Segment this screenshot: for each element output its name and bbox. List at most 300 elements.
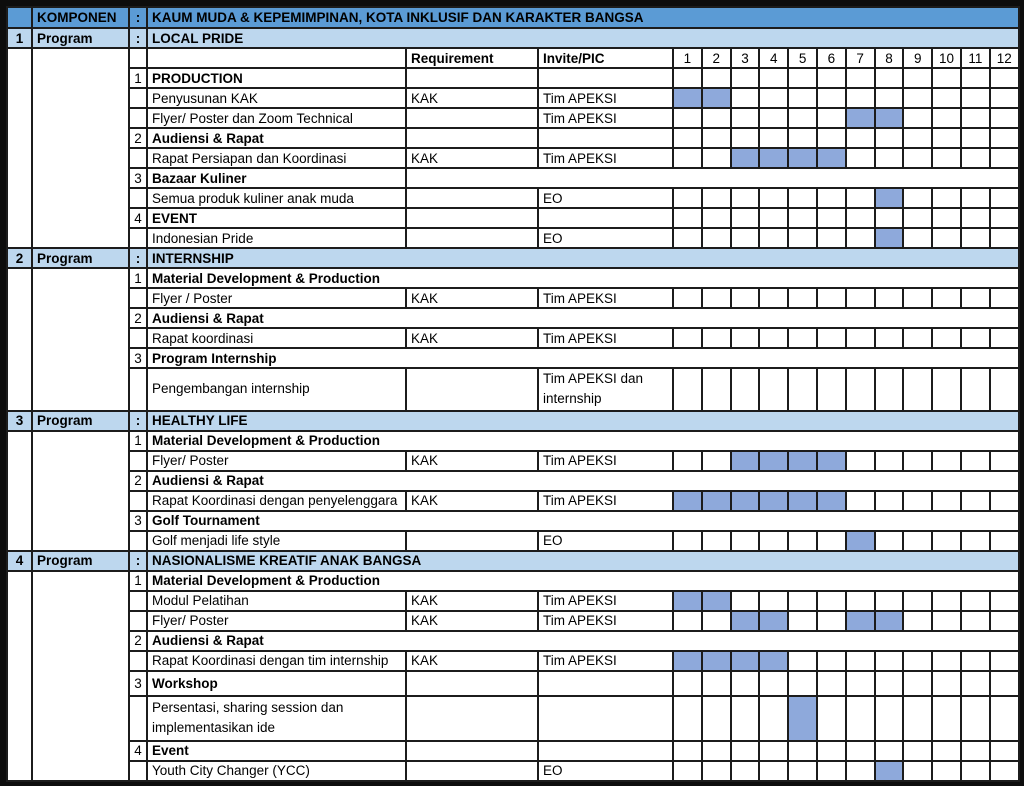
category-name: Audiensi & Rapat <box>147 631 1019 651</box>
gantt-cell-m12 <box>990 108 1019 128</box>
gantt-cell-m5 <box>788 228 817 248</box>
gantt-cell-m4 <box>759 108 788 128</box>
gantt-cell-m9 <box>903 671 932 696</box>
gantt-cell-m1 <box>673 328 702 348</box>
gantt-cell-m10 <box>932 88 961 108</box>
gantt-cell-m1 <box>673 88 702 108</box>
gantt-cell-m5 <box>788 696 817 741</box>
gantt-cell-m2 <box>702 228 731 248</box>
gantt-cell-m8 <box>875 108 904 128</box>
gantt-cell-m11 <box>961 128 990 148</box>
gantt-cell-m3 <box>731 531 760 551</box>
category-name: PRODUCTION <box>147 68 406 88</box>
program-title: NASIONALISME KREATIF ANAK BANGSA <box>147 551 1019 571</box>
requirement-value <box>406 228 538 248</box>
category-number: 2 <box>129 471 147 491</box>
colhdr-month-7: 7 <box>846 48 875 68</box>
gantt-cell-m10 <box>932 148 961 168</box>
program-label: Program <box>32 551 129 571</box>
category-name: EVENT <box>147 208 406 228</box>
section-label-spacer <box>32 48 129 248</box>
gantt-cell-m1 <box>673 761 702 781</box>
gantt-cell-m5 <box>788 651 817 671</box>
gantt-cell-m8 <box>875 328 904 348</box>
gantt-cell-m3 <box>731 611 760 631</box>
gantt-cell-m7 <box>846 451 875 471</box>
activity-name: Flyer/ Poster dan Zoom Technical <box>147 108 406 128</box>
colhdr-month-5: 5 <box>788 48 817 68</box>
gantt-cell-m8 <box>875 671 904 696</box>
gantt-cell-m7 <box>846 696 875 741</box>
program-title: HEALTHY LIFE <box>147 411 1019 431</box>
activity-name: Flyer/ Poster <box>147 451 406 471</box>
gantt-cell-m11 <box>961 288 990 308</box>
program-label: Program <box>32 248 129 268</box>
gantt-cell-m12 <box>990 128 1019 148</box>
gantt-cell-m4 <box>759 451 788 471</box>
gantt-cell-m5 <box>788 368 817 411</box>
gantt-cell-m7 <box>846 741 875 761</box>
gantt-cell-m9 <box>903 328 932 348</box>
requirement-value: KAK <box>406 328 538 348</box>
gantt-cell-m10 <box>932 491 961 511</box>
gantt-cell-m2 <box>702 328 731 348</box>
komponen-title: KAUM MUDA & KEPEMIMPINAN, KOTA INKLUSIF DAN KARAKTER BANGSA <box>147 7 1019 28</box>
activity-name: Golf menjadi life style <box>147 531 406 551</box>
gantt-cell-m4 <box>759 148 788 168</box>
gantt-cell-m8 <box>875 188 904 208</box>
colhdr-month-12: 12 <box>990 48 1019 68</box>
pic-value: Tim APEKSI <box>538 491 673 511</box>
item-number-empty <box>129 288 147 308</box>
gantt-cell-m12 <box>990 288 1019 308</box>
gantt-cell-m5 <box>788 671 817 696</box>
gantt-cell-m1 <box>673 288 702 308</box>
gantt-cell-m10 <box>932 741 961 761</box>
gantt-cell-m11 <box>961 651 990 671</box>
gantt-cell-m1 <box>673 531 702 551</box>
pic-value: Tim APEKSI <box>538 288 673 308</box>
program-title: LOCAL PRIDE <box>147 28 1019 48</box>
colhdr-month-8: 8 <box>875 48 904 68</box>
program-title: INTERNSHIP <box>147 248 1019 268</box>
gantt-cell-m7 <box>846 761 875 781</box>
gantt-cell-m2 <box>702 368 731 411</box>
category-name: Golf Tournament <box>147 511 1019 531</box>
gantt-cell-m12 <box>990 651 1019 671</box>
gantt-cell-m6 <box>817 68 846 88</box>
program-schedule-table <box>6 6 1020 782</box>
activity-name: Modul Pelatihan <box>147 591 406 611</box>
activity-name: Flyer/ Poster <box>147 611 406 631</box>
category-number: 2 <box>129 631 147 651</box>
gantt-cell-m12 <box>990 491 1019 511</box>
gantt-cell-m11 <box>961 368 990 411</box>
category-requirement-empty <box>406 741 538 761</box>
item-number-empty <box>129 88 147 108</box>
colhdr-month-11: 11 <box>961 48 990 68</box>
gantt-cell-m8 <box>875 88 904 108</box>
colhdr-requirement: Requirement <box>406 48 538 68</box>
gantt-cell-m12 <box>990 741 1019 761</box>
gantt-cell-m9 <box>903 208 932 228</box>
gantt-cell-m10 <box>932 228 961 248</box>
requirement-value <box>406 108 538 128</box>
gantt-cell-m9 <box>903 228 932 248</box>
gantt-cell-m7 <box>846 68 875 88</box>
gantt-cell-m7 <box>846 651 875 671</box>
category-requirement-empty <box>406 208 538 228</box>
gantt-cell-m9 <box>903 88 932 108</box>
gantt-cell-m10 <box>932 328 961 348</box>
gantt-cell-m10 <box>932 591 961 611</box>
gantt-cell-m7 <box>846 88 875 108</box>
item-number-empty <box>129 108 147 128</box>
gantt-cell-m11 <box>961 188 990 208</box>
gantt-cell-m5 <box>788 761 817 781</box>
category-number: 1 <box>129 268 147 288</box>
gantt-cell-m3 <box>731 591 760 611</box>
category-number: 1 <box>129 431 147 451</box>
gantt-cell-m12 <box>990 148 1019 168</box>
gantt-cell-m8 <box>875 761 904 781</box>
gantt-cell-m10 <box>932 611 961 631</box>
gantt-cell-m6 <box>817 188 846 208</box>
category-name: Bazaar Kuliner <box>147 168 406 188</box>
section-label-spacer <box>32 431 129 551</box>
gantt-cell-m4 <box>759 761 788 781</box>
gantt-cell-m2 <box>702 671 731 696</box>
gantt-cell-m2 <box>702 288 731 308</box>
gantt-cell-m5 <box>788 188 817 208</box>
activity-name: Indonesian Pride <box>147 228 406 248</box>
gantt-cell-m2 <box>702 761 731 781</box>
category-pic-empty <box>538 128 673 148</box>
item-number-empty <box>129 368 147 411</box>
section-label-spacer <box>32 268 129 411</box>
program-colon: : <box>129 411 147 431</box>
gantt-cell-m10 <box>932 761 961 781</box>
gantt-cell-m1 <box>673 148 702 168</box>
category-number: 3 <box>129 511 147 531</box>
colhdr-month-1: 1 <box>673 48 702 68</box>
pic-value: EO <box>538 531 673 551</box>
gantt-cell-m8 <box>875 128 904 148</box>
requirement-value: KAK <box>406 611 538 631</box>
category-requirement-empty <box>406 128 538 148</box>
category-name: Material Development & Production <box>147 571 1019 591</box>
activity-name: Persentasi, sharing session dan implementasikan ide <box>147 696 406 741</box>
pic-value: Tim APEKSI <box>538 88 673 108</box>
gantt-cell-m8 <box>875 68 904 88</box>
program-number: 1 <box>7 28 32 48</box>
gantt-cell-m4 <box>759 591 788 611</box>
gantt-cell-m11 <box>961 108 990 128</box>
requirement-value: KAK <box>406 491 538 511</box>
category-name: Program Internship <box>147 348 1019 368</box>
gantt-cell-m12 <box>990 368 1019 411</box>
gantt-cell-m9 <box>903 696 932 741</box>
category-name: Material Development & Production <box>147 268 1019 288</box>
gantt-cell-m6 <box>817 761 846 781</box>
gantt-cell-m3 <box>731 188 760 208</box>
category-number: 2 <box>129 308 147 328</box>
gantt-cell-m4 <box>759 491 788 511</box>
gantt-cell-m3 <box>731 148 760 168</box>
category-requirement-empty <box>406 671 538 696</box>
gantt-cell-m5 <box>788 108 817 128</box>
requirement-value: KAK <box>406 591 538 611</box>
category-pic-empty <box>538 208 673 228</box>
item-number-empty <box>129 491 147 511</box>
gantt-cell-m5 <box>788 148 817 168</box>
gantt-cell-m9 <box>903 128 932 148</box>
gantt-cell-m11 <box>961 761 990 781</box>
gantt-cell-m9 <box>903 368 932 411</box>
item-number-empty <box>129 451 147 471</box>
gantt-cell-m6 <box>817 368 846 411</box>
pic-value <box>538 696 673 741</box>
category-number: 3 <box>129 671 147 696</box>
gantt-cell-m3 <box>731 368 760 411</box>
gantt-cell-m5 <box>788 328 817 348</box>
gantt-cell-m7 <box>846 188 875 208</box>
gantt-cell-m2 <box>702 108 731 128</box>
activity-name: Rapat koordinasi <box>147 328 406 348</box>
gantt-cell-m8 <box>875 148 904 168</box>
gantt-cell-m5 <box>788 128 817 148</box>
gantt-cell-m12 <box>990 451 1019 471</box>
gantt-cell-m9 <box>903 651 932 671</box>
category-name: Material Development & Production <box>147 431 1019 451</box>
gantt-cell-m4 <box>759 531 788 551</box>
section-label-spacer <box>32 571 129 781</box>
gantt-cell-m10 <box>932 368 961 411</box>
gantt-cell-m5 <box>788 491 817 511</box>
gantt-cell-m9 <box>903 148 932 168</box>
gantt-cell-m11 <box>961 611 990 631</box>
pic-value: Tim APEKSI <box>538 611 673 631</box>
gantt-cell-m10 <box>932 208 961 228</box>
gantt-cell-m3 <box>731 671 760 696</box>
komponen-colon: : <box>129 7 147 28</box>
gantt-cell-m1 <box>673 68 702 88</box>
gantt-cell-m8 <box>875 651 904 671</box>
gantt-cell-m11 <box>961 68 990 88</box>
gantt-cell-m4 <box>759 88 788 108</box>
colhdr-month-9: 9 <box>903 48 932 68</box>
category-pic-empty <box>538 68 673 88</box>
gantt-cell-m2 <box>702 451 731 471</box>
item-number-empty <box>129 148 147 168</box>
gantt-cell-m6 <box>817 228 846 248</box>
gantt-cell-m6 <box>817 591 846 611</box>
category-name: Audiensi & Rapat <box>147 128 406 148</box>
gantt-cell-m4 <box>759 611 788 631</box>
program-number: 4 <box>7 551 32 571</box>
gantt-cell-m11 <box>961 531 990 551</box>
gantt-cell-m4 <box>759 68 788 88</box>
gantt-cell-m5 <box>788 208 817 228</box>
item-number-empty <box>129 228 147 248</box>
colhdr-month-6: 6 <box>817 48 846 68</box>
gantt-cell-m4 <box>759 228 788 248</box>
gantt-cell-m5 <box>788 68 817 88</box>
gantt-cell-m5 <box>788 88 817 108</box>
gantt-cell-m4 <box>759 368 788 411</box>
gantt-cell-m11 <box>961 491 990 511</box>
gantt-cell-m8 <box>875 451 904 471</box>
activity-name: Penyusunan KAK <box>147 88 406 108</box>
requirement-value <box>406 368 538 411</box>
gantt-cell-m6 <box>817 208 846 228</box>
gantt-cell-m11 <box>961 88 990 108</box>
gantt-cell-m7 <box>846 208 875 228</box>
requirement-value <box>406 531 538 551</box>
gantt-cell-m11 <box>961 228 990 248</box>
gantt-cell-m12 <box>990 761 1019 781</box>
gantt-cell-m3 <box>731 228 760 248</box>
gantt-cell-m3 <box>731 451 760 471</box>
gantt-cell-m8 <box>875 491 904 511</box>
program-colon: : <box>129 248 147 268</box>
item-number-empty <box>129 761 147 781</box>
colhdr-month-2: 2 <box>702 48 731 68</box>
gantt-cell-m1 <box>673 611 702 631</box>
gantt-cell-m6 <box>817 128 846 148</box>
requirement-value: KAK <box>406 651 538 671</box>
category-number: 4 <box>129 208 147 228</box>
item-number-empty <box>129 651 147 671</box>
gantt-cell-m10 <box>932 108 961 128</box>
gantt-cell-m10 <box>932 671 961 696</box>
gantt-cell-m3 <box>731 88 760 108</box>
gantt-cell-m6 <box>817 671 846 696</box>
gantt-cell-m7 <box>846 368 875 411</box>
gantt-cell-m9 <box>903 288 932 308</box>
gantt-cell-m8 <box>875 368 904 411</box>
gantt-cell-m2 <box>702 148 731 168</box>
category-name: Audiensi & Rapat <box>147 308 1019 328</box>
gantt-cell-m12 <box>990 188 1019 208</box>
gantt-cell-m2 <box>702 491 731 511</box>
gantt-cell-m12 <box>990 68 1019 88</box>
gantt-cell-m6 <box>817 288 846 308</box>
pic-value: Tim APEKSI <box>538 148 673 168</box>
gantt-cell-m11 <box>961 741 990 761</box>
gantt-cell-m7 <box>846 328 875 348</box>
section-no-spacer <box>7 431 32 551</box>
gantt-cell-m1 <box>673 696 702 741</box>
gantt-cell-m4 <box>759 651 788 671</box>
gantt-cell-m4 <box>759 208 788 228</box>
gantt-cell-m9 <box>903 451 932 471</box>
gantt-cell-m2 <box>702 531 731 551</box>
gantt-cell-m10 <box>932 68 961 88</box>
gantt-cell-m1 <box>673 128 702 148</box>
gantt-cell-m5 <box>788 611 817 631</box>
pic-value: EO <box>538 228 673 248</box>
gantt-cell-m11 <box>961 671 990 696</box>
pic-value: Tim APEKSI <box>538 108 673 128</box>
pic-value: EO <box>538 761 673 781</box>
gantt-cell-m9 <box>903 531 932 551</box>
gantt-cell-m3 <box>731 696 760 741</box>
gantt-cell-m8 <box>875 208 904 228</box>
category-pic-empty <box>538 671 673 696</box>
pic-value: EO <box>538 188 673 208</box>
gantt-cell-m12 <box>990 531 1019 551</box>
colhdr-month-4: 4 <box>759 48 788 68</box>
gantt-cell-m8 <box>875 228 904 248</box>
section-no-spacer <box>7 268 32 411</box>
gantt-cell-m6 <box>817 741 846 761</box>
gantt-cell-m12 <box>990 591 1019 611</box>
gantt-cell-m2 <box>702 651 731 671</box>
category-pic-empty <box>538 741 673 761</box>
gantt-cell-m1 <box>673 591 702 611</box>
gantt-cell-m10 <box>932 451 961 471</box>
colhdr-invite-pic: Invite/PIC <box>538 48 673 68</box>
gantt-cell-m2 <box>702 591 731 611</box>
gantt-cell-m7 <box>846 531 875 551</box>
gantt-cell-m6 <box>817 611 846 631</box>
category-name: Workshop <box>147 671 406 696</box>
gantt-cell-m12 <box>990 696 1019 741</box>
gantt-cell-m7 <box>846 128 875 148</box>
gantt-cell-m5 <box>788 288 817 308</box>
requirement-value: KAK <box>406 148 538 168</box>
gantt-cell-m2 <box>702 696 731 741</box>
gantt-cell-m6 <box>817 451 846 471</box>
colhdr-activity-spacer <box>147 48 406 68</box>
item-number-empty <box>129 328 147 348</box>
gantt-cell-m7 <box>846 108 875 128</box>
gantt-cell-m9 <box>903 68 932 88</box>
komponen-corner-cell <box>7 7 32 28</box>
gantt-cell-m11 <box>961 208 990 228</box>
activity-name: Rapat Koordinasi dengan tim internship <box>147 651 406 671</box>
gantt-cell-m10 <box>932 531 961 551</box>
program-number: 2 <box>7 248 32 268</box>
colhdr-num-spacer <box>129 48 147 68</box>
gantt-cell-m10 <box>932 696 961 741</box>
activity-name: Rapat Koordinasi dengan penyelenggara <box>147 491 406 511</box>
gantt-cell-m8 <box>875 531 904 551</box>
category-number: 3 <box>129 348 147 368</box>
gantt-cell-m6 <box>817 491 846 511</box>
item-number-empty <box>129 531 147 551</box>
gantt-cell-m8 <box>875 288 904 308</box>
gantt-cell-m7 <box>846 671 875 696</box>
category-requirement-empty <box>406 68 538 88</box>
gantt-cell-m6 <box>817 108 846 128</box>
gantt-cell-m2 <box>702 88 731 108</box>
gantt-cell-m8 <box>875 591 904 611</box>
gantt-cell-m9 <box>903 188 932 208</box>
item-number-empty <box>129 591 147 611</box>
gantt-cell-m2 <box>702 188 731 208</box>
gantt-cell-m9 <box>903 741 932 761</box>
activity-name: Pengembangan internship <box>147 368 406 411</box>
item-number-empty <box>129 696 147 741</box>
gantt-cell-m12 <box>990 88 1019 108</box>
gantt-cell-m4 <box>759 288 788 308</box>
requirement-value <box>406 761 538 781</box>
gantt-cell-m3 <box>731 208 760 228</box>
gantt-cell-m1 <box>673 228 702 248</box>
item-number-empty <box>129 611 147 631</box>
